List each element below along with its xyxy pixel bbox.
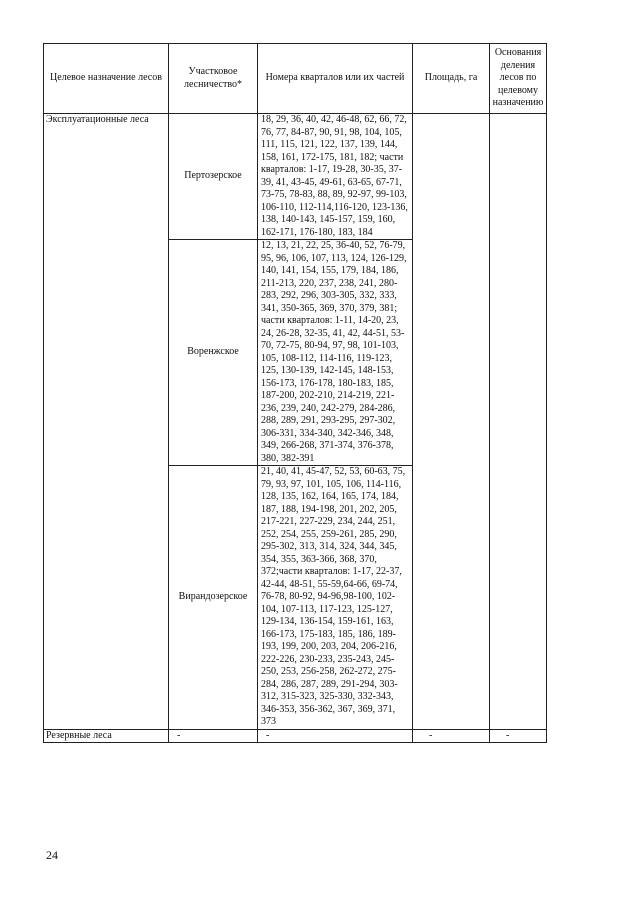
header-row [44,44,547,114]
table-row [44,114,547,240]
header-forestry: Участковое лесничество* [169,44,258,114]
header-quarters: Номера кварталов или их частей [258,44,413,114]
forestry-vorenzh: Воренжское [169,240,258,466]
reserve-forestry: - [169,729,258,743]
forestry-virandozer: Вирандозерское [169,466,258,730]
reserve-area: - [413,729,490,743]
forestry-petrozersk: Пертозерское [169,114,258,240]
header-area: Площадь, га [413,44,490,114]
quarters-vorenzh: 12, 13, 21, 22, 25, 36-40, 52, 76-79, 95, 96, 106, 107, 113, 124, 126-129, 140, 141, 154, 155, 179, 184, 186, 211-213, 220, 237, 238, 241, 280-283, 292, 296, 303-305, 332, 333, 341, 350-365, 369, 370, 379, 381; части кварталов: 1-11, 14-20, 23, 24, 26-28, 32-35, 41, 42, 44-51, 53-70, 72-75, 80-94, 97, 98, 101-103, 105, 108-112, 114-116, 119-123, 125, 130-139, 142-145, 148-153, 156-173, 176-178, 180-183, 185, 187-200, 202-210, 214-219, 221-236, 239, 240, 242-279, 284-286, 288, 289, 291, 293-295, 297-302, 306-331, 334-340, 342-346, 348, 349, 266-268, 371-374, 376-378, 380, 382-391 [258,240,413,466]
basis-exploitation [490,114,547,730]
forest-purpose-table [43,43,547,743]
quarters-virandozer: 21, 40, 41, 45-47, 52, 53, 60-63, 75, 79, 93, 97, 101, 105, 106, 114-116, 128, 135, 162, 164, 165, 174, 184, 187, 188, 194-198, 201, 202, 205, 217-221, 227-229, 234, 244, 251, 252, 254, 255, 259-261, 285, 290, 295-302, 313, 314, 324, 344, 345, 354, 355, 363-366, 368, 370, 372;части кварталов: 1-17, 22-37, 42-44, 48-51, 55-59,64-66, 69-74, 76-78, 80-92, 94-96,98-100, 102-104, 107-113, 117-123, 125-127, 129-134, 136-154, 159-161, 163, 166-173, 175-183, 185, 186, 189-193, 199, 200, 203, 204, 206-216, 222-226, 230-233, 235-243, 245-250, 253, 256-258, 262-272, 275-284, 286, 287, 289, 291-294, 303-312, 315-323, 325-330, 332-343, 346-353, 356-362, 367, 369, 371, 373 [258,466,413,730]
exploitation-forests-label: Эксплуатационные леса [44,114,169,730]
reserve-basis: - [490,729,547,743]
reserve-quarters: - [258,729,413,743]
table-row [44,729,547,743]
area-exploitation [413,114,490,730]
header-basis: Основания деления лесов по целевому назначению [490,44,547,114]
header-purpose: Целевое назначение лесов [44,44,169,114]
quarters-petrozersk: 18, 29, 36, 40, 42, 46-48, 62, 66, 72, 76, 77, 84-87, 90, 91, 98, 104, 105, 111, 115, 121, 122, 137, 139, 144, 158, 161, 172-175, 181, 182; части кварталов: 1-17, 19-28, 30-35, 37-39, 41, 43-45, 49-61, 63-65, 67-71, 73-75, 78-83, 88, 89, 92-97, 99-103, 106-110, 112-114,116-120, 123-136, 138, 140-143, 145-157, 159, 160, 162-171, 176-180, 183, 184 [258,114,413,240]
reserve-forests-label: Резервные леса [44,729,169,743]
page-number: 24 [46,848,58,862]
